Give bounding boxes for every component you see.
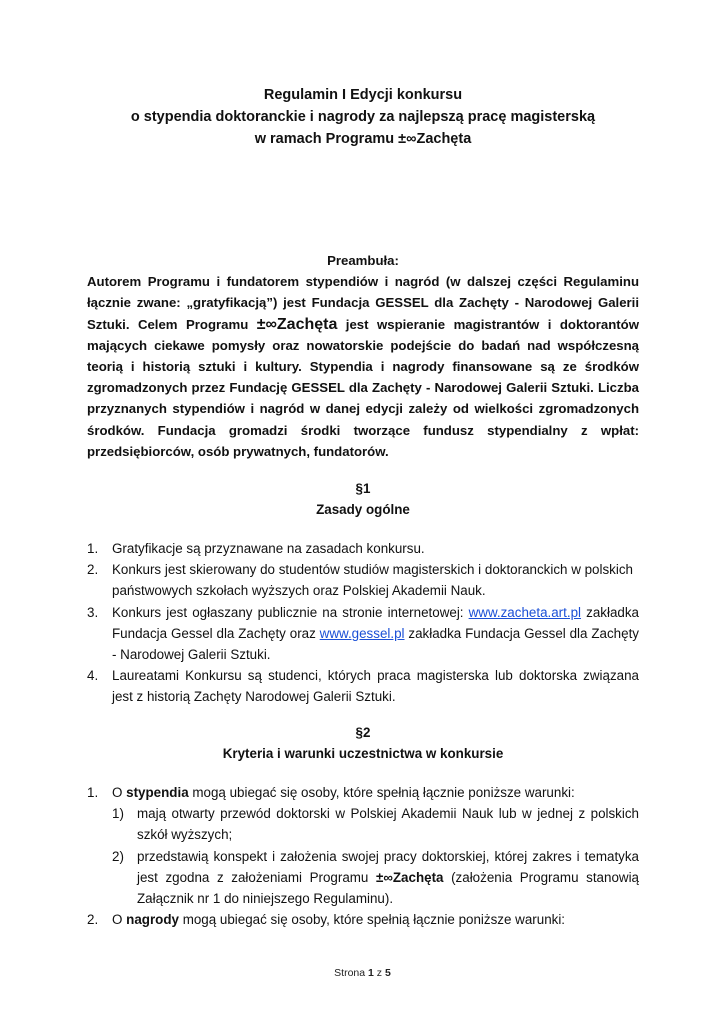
sub-list-item (112, 803, 639, 845)
program-name-bold: ±∞Zachęta (375, 869, 444, 885)
footer-current-page: 1 (368, 967, 374, 979)
sub-list-item-number: 1) (112, 806, 124, 822)
section-2-number: §2 (355, 725, 371, 740)
section-1-heading (87, 478, 639, 520)
list-item-post: mogą ubiegać się osoby, które spełnią łącznie poniższe warunki: (178, 912, 566, 928)
title-line-3: w ramach Programu ±∞Zachęta (254, 131, 472, 147)
list-item-text (112, 782, 639, 909)
list-item-text: Laureatami Konkursu są studenci, których praca magisterska lub doktorska związana jest z historią Zachęty Narodowej Galerii Sztuki. (112, 668, 639, 705)
list-item-post: mogą ubiegać się osoby, które spełnią łącznie poniższe warunki: (188, 785, 575, 800)
gessel-link[interactable]: www.gessel.pl (319, 625, 405, 641)
nagrody-term: nagrody (126, 912, 179, 928)
section-1-number: §1 (355, 481, 371, 496)
list-item (87, 538, 639, 559)
section-1-list (87, 538, 639, 708)
footer-total-pages: 5 (384, 967, 391, 979)
list-item-number: 2. (87, 562, 99, 578)
list-item-number: 3. (87, 604, 99, 620)
list-item (87, 602, 639, 666)
document-title (87, 84, 639, 150)
title-line-2: o stypendia doktoranckie i nagrody za najlepszą pracę magisterską (130, 109, 596, 125)
section-2-heading (87, 722, 639, 764)
list-item-text-c: zakładka Fundacja Gessel dla Zachęty - Narodowej Galerii Sztuki. (112, 625, 639, 663)
list-item-number: 4. (87, 668, 99, 684)
list-item-text (112, 909, 639, 930)
list-item-text-b: zakładka Fundacja Gessel dla Zachęty oraz (112, 604, 639, 641)
list-item (87, 782, 639, 909)
list-item-pre: O (112, 785, 127, 800)
preamble-text (87, 271, 639, 462)
preamble-heading: Preambuła: (327, 253, 399, 268)
zacheta-link[interactable]: www.zacheta.art.pl (468, 604, 582, 620)
list-item-number: 2. (87, 912, 99, 928)
footer-label: Strona (334, 967, 369, 979)
list-item-pre: O (112, 912, 127, 928)
section-2-list (87, 782, 639, 930)
title-line-1: Regulamin I Edycji konkursu (263, 87, 463, 103)
list-item-number: 1. (87, 541, 99, 556)
sub-list-item-text: mają otwarty przewód doktorski w Polskiej Akademii Nauk lub w jednej z polskich szkół wyższych; (137, 806, 639, 843)
sub-list-item (112, 846, 639, 910)
sub-list-item-text-a: przedstawią konspekt i założenia swojej pracy doktorskiej, której zakres i tematyka jest zgodna z założeniami Programu (137, 848, 639, 885)
list-item (87, 559, 639, 601)
list-item (87, 665, 639, 707)
page-footer (0, 967, 725, 979)
list-item-text-a: Konkurs jest ogłaszany publicznie na stronie internetowej: (112, 604, 469, 620)
preamble-text-part-1: Autorem Programu i fundatorem stypendiów i nagród (w dalszej części Regulaminu łącznie zwane: „gratyfikacją”) jest Fundacja GESSEL dla Zachęty - Narodowej Galerii Sztuki. Celem Programu (87, 274, 639, 332)
sub-list-item-number: 2) (112, 848, 124, 864)
list-item (87, 909, 639, 930)
list-item-text (112, 602, 639, 666)
sub-list-item-text (137, 846, 639, 910)
preamble-text-part-2: jest wspieranie magistrantów i doktorantów mających ciekawe pomysły oraz nowatorskie podejście do badań nad współczesną teorią i historią sztuki i kultury. Stypendia i nagrody finansowane są ze środków zgromadzonych przez Fundację GESSEL dla Zachęty - Narodowej Galerii Sztuki. Liczba przyznanych stypendiów i nagród w danej edycji zależy od wielkości zgromadzonych środków. Fundacja gromadzi środki tworzące fundusz stypendialny z wpłat: przedsiębiorców, osób prywatnych, fundatorów. (87, 316, 639, 459)
stypendia-term: stypendia (126, 785, 189, 800)
list-item-number: 1. (87, 785, 99, 800)
section-2-title: Kryteria i warunki uczestnictwa w konkursie (222, 746, 504, 761)
preamble (87, 250, 639, 462)
section-1-title: Zasady ogólne (316, 502, 410, 517)
footer-separator: z (373, 967, 385, 979)
list-item-text: Gratyfikacje są przyznawane na zasadach konkursu. (112, 541, 425, 556)
sub-list-item-text-b: (założenia Programu stanowią Załącznik nr 1 do niniejszego Regulaminu). (137, 869, 639, 907)
list-item-text: Konkurs jest skierowany do studentów studiów magisterskich i doktoranckich w polskich państwowych szkołach wyższych oraz Polskiej Akademii Nauk. (112, 562, 633, 599)
program-name: ±∞Zachęta (256, 315, 338, 333)
